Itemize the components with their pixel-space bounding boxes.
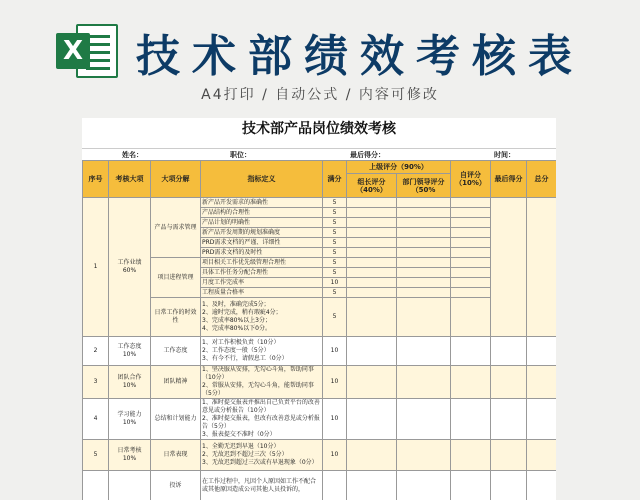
input-cell[interactable] <box>527 399 556 440</box>
final-cell[interactable] <box>491 198 527 337</box>
full-score-cell: 5 <box>323 298 347 337</box>
input-cell[interactable] <box>451 278 491 288</box>
full-score-cell: 10 <box>323 399 347 440</box>
input-cell[interactable] <box>451 288 491 298</box>
input-cell[interactable] <box>347 258 397 268</box>
excel-icon <box>56 24 118 78</box>
input-cell[interactable] <box>491 399 527 440</box>
indicator-cell: 月度工作完成率 <box>201 278 323 288</box>
input-cell[interactable] <box>451 208 491 218</box>
input-cell[interactable] <box>347 288 397 298</box>
input-cell[interactable] <box>347 208 397 218</box>
full-score-cell: 5 <box>323 198 347 208</box>
header-total: 总分 <box>527 161 556 198</box>
header-indicator: 指标定义 <box>201 161 323 198</box>
input-cell[interactable] <box>347 218 397 228</box>
input-cell[interactable] <box>347 228 397 238</box>
group4-sub: 总结和计划能力 <box>151 399 201 440</box>
group6-sub: 投诉 <box>151 471 201 500</box>
indicator-cell: PRD需求文档的严谨、详细性 <box>201 238 323 248</box>
input-cell[interactable] <box>397 258 451 268</box>
input-cell[interactable] <box>397 218 451 228</box>
input-cell[interactable] <box>451 298 491 337</box>
input-cell[interactable] <box>347 440 397 471</box>
position-label: 职位： <box>230 151 251 159</box>
input-cell[interactable] <box>397 440 451 471</box>
group1-category: 工作业绩 60% <box>109 198 151 337</box>
full-score-cell: 5 <box>323 228 347 238</box>
time-label: 时间： <box>494 151 515 159</box>
input-cell[interactable] <box>491 471 527 500</box>
group4-seq: 4 <box>83 399 109 440</box>
indicator-cell: PRD需求文档的及时性 <box>201 248 323 258</box>
input-cell[interactable] <box>397 208 451 218</box>
score-table <box>82 160 556 500</box>
full-score-cell: 10 <box>323 278 347 288</box>
page-subtitle: A4打印 / 自动公式 / 内容可修改 <box>201 87 439 103</box>
group3-category: 团队合作 10% <box>109 366 151 399</box>
group6-seq <box>83 471 109 500</box>
indicator-cell: 1、坚决服从安排，无勾心斗角，帮助同事（10分） 2、常服从安排，无勾心斗角，能帮助同事（5分） <box>201 366 323 399</box>
indicator-cell: 新产品开发周期的规划准确度 <box>201 228 323 238</box>
input-cell[interactable] <box>527 337 556 366</box>
full-score-cell: 5 <box>323 238 347 248</box>
info-row <box>82 149 556 160</box>
final-score-label: 最后得分： <box>350 151 385 159</box>
input-cell[interactable] <box>347 248 397 258</box>
input-cell[interactable] <box>451 218 491 228</box>
full-score-cell: 10 <box>323 440 347 471</box>
header-superior: 上级评分（90%） <box>347 161 451 174</box>
full-score-cell <box>323 471 347 500</box>
input-cell[interactable] <box>347 337 397 366</box>
banner <box>0 0 640 112</box>
input-cell[interactable] <box>397 337 451 366</box>
indicator-cell: 新产品开发需求的准确性 <box>201 198 323 208</box>
indicator-cell: 1、对工作积极负责（10分） 2、工作态度一般（5分） 3、有今不行，请假息工（0分） <box>201 337 323 366</box>
input-cell[interactable] <box>347 268 397 278</box>
full-score-cell: 10 <box>323 337 347 366</box>
page-title: 技术部绩效考核表 <box>136 31 584 82</box>
group4-category: 学习能力 10% <box>109 399 151 440</box>
input-cell[interactable] <box>397 399 451 440</box>
indicator-cell: 1、及时，准确完成5分； 2、逾时完成，稍有瑕疵4分； 3、完成率80%以上3分； 4、完成率80%以下0分。 <box>201 298 323 337</box>
indicator-cell: 工程质量合格率 <box>201 288 323 298</box>
indicator-cell: 在工作过程中，凡因个人原因如工作不配合或其他原因造成公司其他人员投诉的， <box>201 471 323 500</box>
input-cell[interactable] <box>347 471 397 500</box>
name-label: 姓名： <box>122 151 143 159</box>
input-cell[interactable] <box>491 440 527 471</box>
input-cell[interactable] <box>347 238 397 248</box>
input-cell[interactable] <box>397 238 451 248</box>
group3-seq: 3 <box>83 366 109 399</box>
input-cell[interactable] <box>451 228 491 238</box>
header-full-score: 满分 <box>323 161 347 198</box>
group3-sub: 团队精神 <box>151 366 201 399</box>
full-score-cell: 5 <box>323 248 347 258</box>
input-cell[interactable] <box>491 366 527 399</box>
full-score-cell: 5 <box>323 258 347 268</box>
header-category: 考核大项 <box>109 161 151 198</box>
input-cell[interactable] <box>347 298 397 337</box>
input-cell[interactable] <box>527 440 556 471</box>
indicator-cell: 产品结构的合理性 <box>201 208 323 218</box>
group5-sub: 日常表现 <box>151 440 201 471</box>
input-cell[interactable] <box>397 471 451 500</box>
spreadsheet-preview <box>82 118 556 500</box>
input-cell[interactable] <box>451 248 491 258</box>
header-seq: 序号 <box>83 161 109 198</box>
input-cell[interactable] <box>347 399 397 440</box>
input-cell[interactable] <box>451 337 491 366</box>
input-cell[interactable] <box>451 258 491 268</box>
input-cell[interactable] <box>451 238 491 248</box>
input-cell[interactable] <box>397 228 451 238</box>
input-cell[interactable] <box>347 278 397 288</box>
full-score-cell: 5 <box>323 218 347 228</box>
input-cell[interactable] <box>397 366 451 399</box>
form-title: 技术部产品岗位绩效考核 <box>82 118 556 149</box>
group1-sub3: 日常工作的时效性 <box>151 298 201 337</box>
header-self: 自评分（10%） <box>451 161 491 198</box>
input-cell[interactable] <box>527 366 556 399</box>
input-cell[interactable] <box>451 198 491 208</box>
full-score-cell: 10 <box>323 366 347 399</box>
input-cell[interactable] <box>347 366 397 399</box>
input-cell[interactable] <box>397 288 451 298</box>
input-cell[interactable] <box>397 248 451 258</box>
full-score-cell: 5 <box>323 288 347 298</box>
group2-sub: 工作态度 <box>151 337 201 366</box>
input-cell[interactable] <box>491 337 527 366</box>
input-cell[interactable] <box>397 198 451 208</box>
full-score-cell: 5 <box>323 208 347 218</box>
input-cell[interactable] <box>451 268 491 278</box>
input-cell[interactable] <box>397 268 451 278</box>
input-cell[interactable] <box>451 399 491 440</box>
group1-sub2: 项目进程管理 <box>151 258 201 298</box>
full-score-cell: 5 <box>323 268 347 278</box>
group2-category: 工作态度 10% <box>109 337 151 366</box>
input-cell[interactable] <box>451 440 491 471</box>
input-cell[interactable] <box>527 471 556 500</box>
group5-category: 日常考核 10% <box>109 440 151 471</box>
group5-seq: 5 <box>83 440 109 471</box>
indicator-cell: 产品计划的明确性 <box>201 218 323 228</box>
group1-sub1: 产品与需求管理 <box>151 198 201 258</box>
input-cell[interactable] <box>451 471 491 500</box>
indicator-cell: 项目相关工作优先级管理合理性 <box>201 258 323 268</box>
header-leader: 组长评分（40%） <box>347 174 397 198</box>
indicator-cell: 具体工作任务分配合理性 <box>201 268 323 278</box>
total-cell[interactable] <box>527 198 556 337</box>
input-cell[interactable] <box>347 198 397 208</box>
excel-badge: X <box>56 33 90 69</box>
indicator-cell: 1、全勤无迟到早退（10分） 2、无故迟到不超过三次（5分） 3、无故迟到超过三次或有早退现象（0分） <box>201 440 323 471</box>
indicator-cell: 1、准时提交报表并推出自己负责平台的改善意见或分析报告（10分） 2、准时提交报表，但改有改善意见或分析报告（5分） 3、报表提交不准时（0分） <box>201 399 323 440</box>
input-cell[interactable] <box>451 366 491 399</box>
group2-seq: 2 <box>83 337 109 366</box>
group6-category <box>109 471 151 500</box>
header-final: 最后得分 <box>491 161 527 198</box>
group1-seq: 1 <box>83 198 109 337</box>
input-cell[interactable] <box>397 298 451 337</box>
input-cell[interactable] <box>397 278 451 288</box>
header-item: 大项分解 <box>151 161 201 198</box>
header-dept: 部门领导评分（50% <box>397 174 451 198</box>
